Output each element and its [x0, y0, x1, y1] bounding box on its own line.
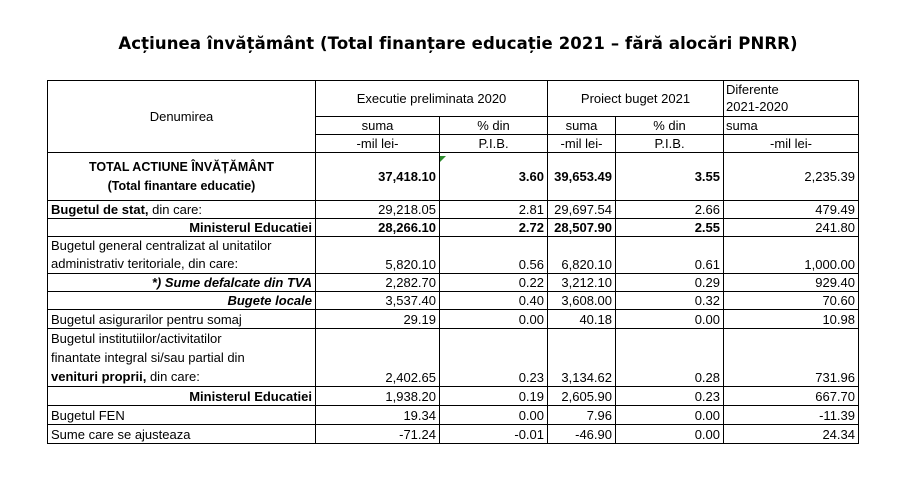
page-title: Acțiunea învățământ (Total finanțare educație 2021 – fără alocări PNRR) — [118, 34, 798, 53]
cell-2021-value: -46.90 — [548, 425, 616, 444]
cell-2021-pib: 0.00 — [616, 310, 724, 329]
table-row — [48, 201, 859, 219]
cell-2020-value: 2,402.65 — [316, 329, 440, 387]
cell-2020-pib: 2.81 — [440, 201, 548, 219]
header-2020: Executie preliminata 2020 — [316, 81, 548, 117]
cell-2021-pib: 2.66 — [616, 201, 724, 219]
cell-2021-value: 6,820.10 — [548, 237, 616, 274]
cell-2021-value: 2,605.90 — [548, 387, 616, 406]
table-row — [48, 274, 859, 292]
header-diff — [724, 81, 859, 117]
cell-2021-pib: 2.55 — [616, 219, 724, 237]
header-denumirea: Denumirea — [48, 81, 316, 153]
header-pib-2021: P.I.B. — [616, 135, 724, 153]
cell-diff: 929.40 — [724, 274, 859, 292]
table-row — [48, 406, 859, 425]
cell-2020-pib: 0.22 — [440, 274, 548, 292]
header-2021: Proiect buget 2021 — [548, 81, 724, 117]
cell-2021-pib: 3.55 — [616, 153, 724, 201]
header-diff-suma: suma — [724, 117, 859, 135]
row-label: Ministerul Educatiei — [48, 387, 316, 406]
row-label: Ministerul Educatiei — [48, 219, 316, 237]
header-diff-line1: Diferente — [726, 82, 779, 97]
cell-2021-value: 40.18 — [548, 310, 616, 329]
cell-2020-value: 29.19 — [316, 310, 440, 329]
comment-marker-icon — [440, 156, 446, 162]
cell-2020-pib: 0.23 — [440, 329, 548, 387]
header-suma-2020: suma — [316, 117, 440, 135]
row-label: Bugetul institutiilor/activitatilor finantate integral si/sau partial din venituri proprii, din care: — [48, 329, 316, 387]
cell-2021-pib: 0.32 — [616, 292, 724, 310]
cell-2021-value: 39,653.49 — [548, 153, 616, 201]
row-label: Bugetul general centralizat al unitatilor administrativ teritoriale, din care: — [48, 237, 316, 274]
cell-2021-pib: 0.29 — [616, 274, 724, 292]
cell-diff: 10.98 — [724, 310, 859, 329]
row-label: Sume care se ajusteaza — [48, 425, 316, 444]
cell-2020-value: 37,418.10 — [316, 153, 440, 201]
cell-2021-value: 7.96 — [548, 406, 616, 425]
cell-2020-value: 29,218.05 — [316, 201, 440, 219]
cell-2020-pib: 3.60 — [440, 153, 548, 201]
cell-2020-pib: 0.00 — [440, 406, 548, 425]
header-suma-2021: suma — [548, 117, 616, 135]
table-row-total — [48, 153, 859, 201]
cell-diff: 479.49 — [724, 201, 859, 219]
cell-2020-value: 2,282.70 — [316, 274, 440, 292]
cell-2021-pib: 0.28 — [616, 329, 724, 387]
cell-diff: 667.70 — [724, 387, 859, 406]
row-label: Bugetul FEN — [48, 406, 316, 425]
row-label: Bugetul de stat, din care: — [48, 201, 316, 219]
cell-2021-pib: 0.00 — [616, 406, 724, 425]
cell-2020-value: 19.34 — [316, 406, 440, 425]
cell-2020-value: 1,938.20 — [316, 387, 440, 406]
cell-diff: 2,235.39 — [724, 153, 859, 201]
header-mil-lei-2021: -mil lei- — [548, 135, 616, 153]
row-label: Bugetul asigurarilor pentru somaj — [48, 310, 316, 329]
cell-diff: 1,000.00 — [724, 237, 859, 274]
cell-2020-value: -71.24 — [316, 425, 440, 444]
cell-2020-pib: 2.72 — [440, 219, 548, 237]
cell-2020-pib: 0.19 — [440, 387, 548, 406]
cell-diff: 24.34 — [724, 425, 859, 444]
header-diff-line2: 2021-2020 — [726, 99, 789, 114]
cell-2021-value: 28,507.90 — [548, 219, 616, 237]
header-mil-lei-2020: -mil lei- — [316, 135, 440, 153]
table-row — [48, 329, 859, 387]
table-row — [48, 292, 859, 310]
cell-diff: 70.60 — [724, 292, 859, 310]
cell-2020-value: 5,820.10 — [316, 237, 440, 274]
header-pct-2021: % din — [616, 117, 724, 135]
cell-diff: 241.80 — [724, 219, 859, 237]
header-diff-mil-lei: -mil lei- — [724, 135, 859, 153]
cell-2020-pib: -0.01 — [440, 425, 548, 444]
cell-2020-pib: 0.00 — [440, 310, 548, 329]
table-row — [48, 237, 859, 274]
cell-2021-value: 3,134.62 — [548, 329, 616, 387]
header-pct-2020: % din — [440, 117, 548, 135]
cell-2021-pib: 0.23 — [616, 387, 724, 406]
cell-2021-value: 3,608.00 — [548, 292, 616, 310]
table-row — [48, 219, 859, 237]
table-row — [48, 310, 859, 329]
cell-2020-pib: 0.40 — [440, 292, 548, 310]
cell-2020-value: 3,537.40 — [316, 292, 440, 310]
header-row-1 — [48, 81, 859, 117]
cell-diff: 731.96 — [724, 329, 859, 387]
header-pib-2020: P.I.B. — [440, 135, 548, 153]
cell-2021-pib: 0.00 — [616, 425, 724, 444]
cell-2021-value: 3,212.10 — [548, 274, 616, 292]
cell-diff: -11.39 — [724, 406, 859, 425]
cell-2020-pib: 0.56 — [440, 237, 548, 274]
cell-2021-value: 29,697.54 — [548, 201, 616, 219]
row-label: *) Sume defalcate din TVA — [48, 274, 316, 292]
cell-2021-pib: 0.61 — [616, 237, 724, 274]
row-label: TOTAL ACTIUNE ÎNVĂȚĂMÂNT (Total finantare educatie) — [48, 153, 316, 201]
row-label: Bugete locale — [48, 292, 316, 310]
table-row — [48, 425, 859, 444]
table-row — [48, 387, 859, 406]
education-budget-table — [47, 80, 859, 444]
cell-2020-value: 28,266.10 — [316, 219, 440, 237]
